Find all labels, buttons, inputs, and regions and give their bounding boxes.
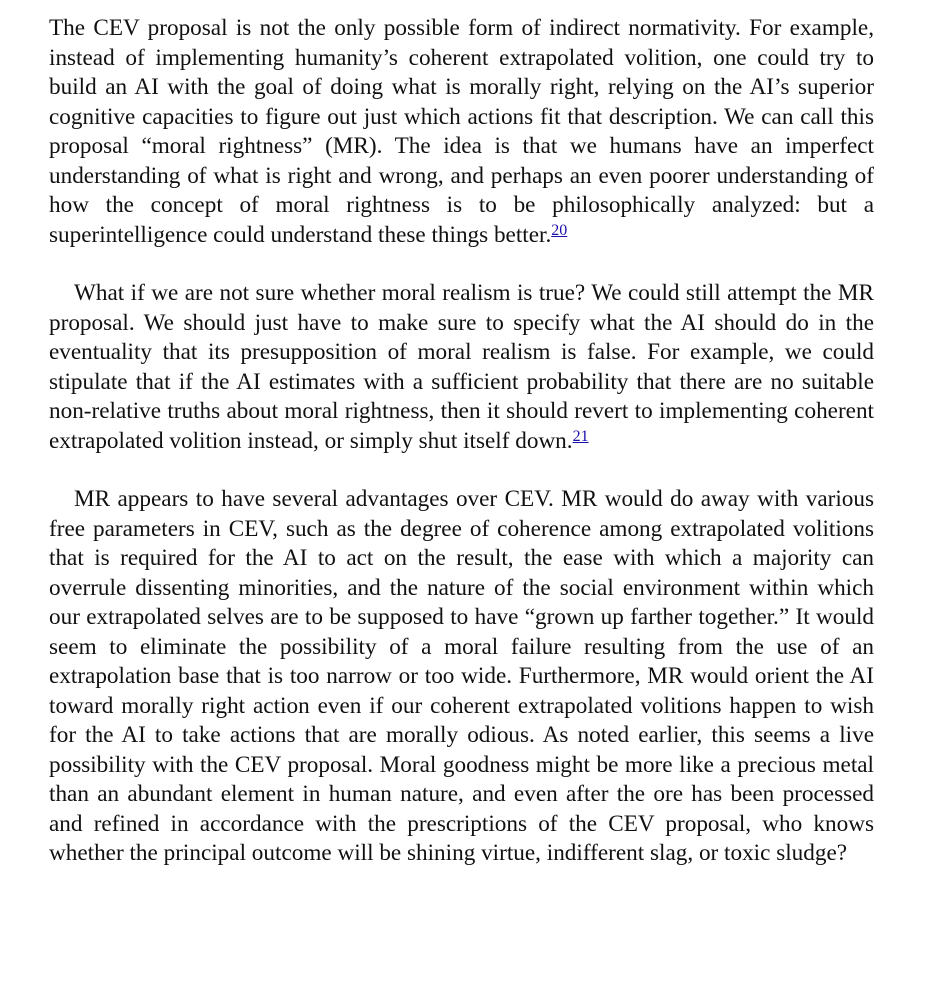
paragraph-3 (49, 485, 874, 869)
paragraph-2-text: What if we are not sure whether moral realism is true? We could still attempt the MR proposal. We should just have to make sure to specify what the AI should do in the eventuality that its presupposition of moral realism is false. For example, we could stipulate that if the AI estimates with a sufficient probability that there are no suitable non-relative truths about moral rightness, then it should revert to implementing coherent extrapolated volition instead, or simply shut itself down. (49, 280, 874, 454)
document-body (49, 14, 874, 869)
paragraph-1 (49, 14, 874, 250)
paragraph-gap (49, 250, 874, 279)
paragraph-2 (49, 279, 874, 456)
paragraph-1-text: The CEV proposal is not the only possible form of indirect normativity. For example, instead of implementing humanity’s coherent extrapolated volition, one could try to build an AI with the goal of doing what is morally right, relying on the AI’s superior cognitive capacities to figure out just which actions fit that description. We can call this proposal “moral rightness” (MR). The idea is that we humans have an imperfect understanding of what is right and wrong, and perhaps an even poorer understanding of how the concept of moral rightness is to be philosophically analyzed: but a superintelligence could understand these things better. (49, 15, 874, 248)
paragraph-gap (49, 456, 874, 485)
footnote-link-21[interactable]: 21 (572, 427, 589, 445)
footnote-link-20[interactable]: 20 (551, 221, 568, 239)
paragraph-3-text: MR appears to have several advantages over CEV. MR would do away with various free parameters in CEV, such as the degree of coherence among extrapolated volitions that is required for the AI to act on the result, the ease with which a majority can overrule dissenting minorities, and the nature of the social environment within which our extrapolated selves are to be supposed to have “grown up farther together.” It would seem to eliminate the possibility of a moral failure resulting from the use of an extrapolation base that is too narrow or too wide. Furthermore, MR would orient the AI toward morally right action even if our coherent extrapolated volitions happen to wish for the AI to take actions that are morally odious. As noted earlier, this seems a live possibility with the CEV proposal. Moral goodness might be more like a precious metal than an abundant element in human nature, and even after the ore has been processed and refined in accordance with the prescriptions of the CEV proposal, who knows whether the principal outcome will be shining virtue, indifferent slag, or toxic sludge? (49, 486, 874, 866)
